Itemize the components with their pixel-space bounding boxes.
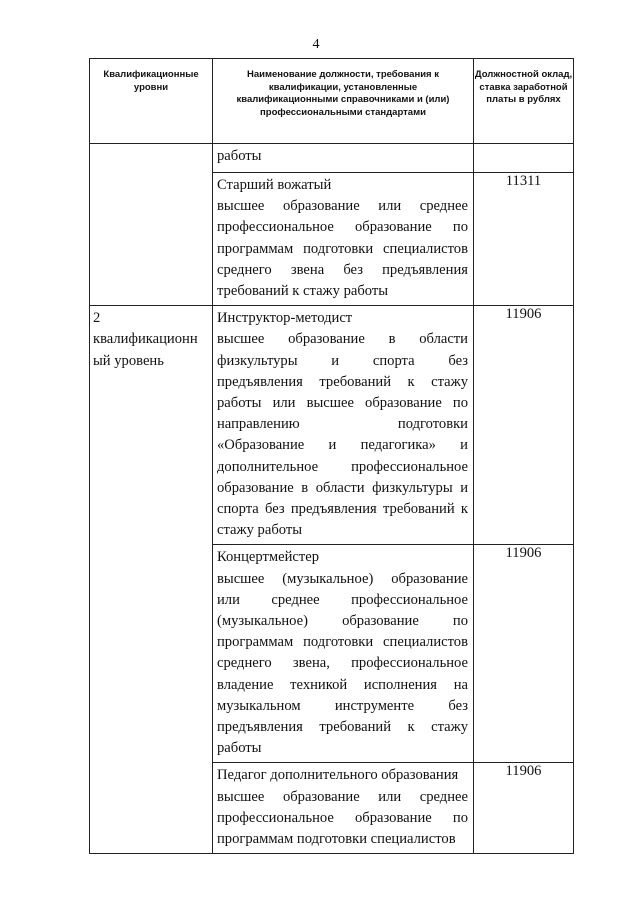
position-text-line: высшее (музыкальное) образование bbox=[217, 570, 468, 587]
position-text-line: музыкальном инструменте без bbox=[217, 697, 468, 714]
position-text-line: профессиональное образование по bbox=[217, 809, 468, 826]
salary-cell: 11906 bbox=[474, 763, 574, 854]
position-text-line: (музыкальное) образование по bbox=[217, 613, 468, 630]
position-text-line: предъявления требований к стажу bbox=[217, 373, 468, 390]
position-text-line: предъявления требований к стажу bbox=[217, 719, 468, 736]
position-text-line: работы bbox=[217, 740, 262, 757]
position-cell bbox=[213, 173, 474, 306]
position-text-line: работы или высшее образование по bbox=[217, 395, 468, 412]
position-text-line: среднего звена, профессиональное bbox=[217, 655, 468, 672]
position-cell bbox=[213, 545, 474, 763]
page-number: 4 bbox=[312, 37, 320, 52]
position-text-line: Инструктор-методист bbox=[217, 310, 353, 327]
position-text-line: высшее образование в области bbox=[217, 331, 468, 348]
position-text-line: требований к стажу работы bbox=[217, 283, 389, 300]
level-cell bbox=[90, 306, 213, 854]
position-text-line: дополнительное профессиональное bbox=[217, 458, 468, 475]
level-text-line: квалификационн bbox=[93, 331, 198, 348]
salary-cell: 11906 bbox=[474, 306, 574, 545]
position-text-line: Педагог дополнительного образования bbox=[217, 767, 459, 784]
position-cell bbox=[213, 306, 474, 545]
position-text-line: программам подготовки специалистов bbox=[217, 240, 468, 257]
position-text-line: профессиональное образование по bbox=[217, 219, 468, 236]
level-text-line: 2 bbox=[93, 310, 101, 327]
table-row bbox=[90, 173, 574, 306]
table-row bbox=[90, 144, 574, 173]
position-text-line: высшее образование или среднее bbox=[217, 198, 468, 215]
level-text-line: ый уровень bbox=[93, 352, 164, 369]
position-cell bbox=[213, 144, 474, 173]
table-row bbox=[90, 306, 574, 545]
position-text-line: работы bbox=[217, 148, 262, 164]
position-text-line: «Образование и педагогика» и bbox=[217, 437, 468, 454]
position-text-line: среднего звена без предъявления bbox=[217, 261, 468, 278]
position-text-line: высшее образование или среднее bbox=[217, 788, 468, 805]
header-levels: Квалификационные уровни bbox=[90, 59, 213, 144]
position-text-line: стажу работы bbox=[217, 522, 303, 539]
position-cell bbox=[213, 763, 474, 854]
header-salary: Должностной оклад, ставка заработной платы в рублях bbox=[474, 59, 574, 144]
position-text-line: программам подготовки специалистов bbox=[217, 831, 456, 848]
table-header-row bbox=[90, 59, 574, 144]
salary-cell: 11311 bbox=[474, 173, 574, 306]
position-text-line: физкультуры и спорта без bbox=[217, 352, 468, 369]
qualification-table bbox=[89, 58, 574, 854]
position-text-line: направлению подготовки bbox=[217, 416, 468, 433]
position-text-line: или среднее профессиональное bbox=[217, 591, 468, 608]
position-text-line: Концертмейстер bbox=[217, 549, 320, 566]
position-text-line: образование в области физкультуры и bbox=[217, 479, 468, 496]
salary-cell: 11906 bbox=[474, 545, 574, 763]
header-position: Наименование должности, требования к квалификации, установленные квалификационными справочниками и (или) профессиональными стандартами bbox=[213, 59, 474, 144]
position-text-line: программам подготовки специалистов bbox=[217, 634, 468, 651]
position-text-line: владение техникой исполнения на bbox=[217, 676, 468, 693]
level-cell bbox=[90, 144, 213, 173]
position-text-line: Старший вожатый bbox=[217, 177, 332, 193]
level-cell bbox=[90, 173, 213, 306]
position-text-line: спорта без предъявления требований к bbox=[217, 501, 468, 518]
salary-cell bbox=[474, 144, 574, 173]
